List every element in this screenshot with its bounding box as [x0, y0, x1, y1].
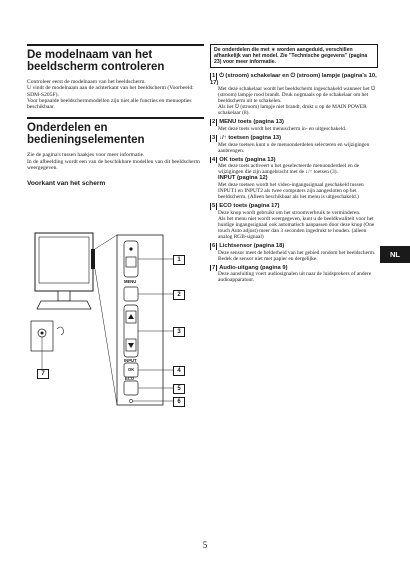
callout-3: 3: [173, 327, 185, 337]
eco-button-label: ECO: [125, 376, 135, 381]
item-arrows: [210, 135, 378, 154]
item-description: Met deze schakelaar wordt het beeldscherm ingeschakeld wanneer het ⏻ (stroom) lampje rood brandt. Druk nogmaals op de schakelaar om het beeldscherm uit te schakelen. Als het ⏻ (stroom) lampje niet brandt, drukt u op de MAIN POWER schakelaar (8).: [218, 86, 376, 117]
item-description: Met deze toetsen wordt het video-ingangssignaal geschakeld tussen INPUT1 en INPUT2 als twee computers zijn aangesloten op het beeldscherm. (Alleen beschikbaar als het menu is uitgeschakeld.): [218, 181, 364, 201]
menu-button-label: MENU: [124, 279, 137, 284]
item-number: 5: [212, 203, 216, 210]
section-title-model: De modelnaam van het beeldscherm controleren: [27, 49, 165, 73]
item-heading: ⏻ (stroom) schakelaar en ⏻ (stroom) lampje (pagina's 10, 17): [210, 73, 377, 86]
page-number: 5: [202, 540, 208, 550]
callout-6: 6: [173, 397, 185, 407]
item-heading: OK toets (pagina 13): [219, 156, 276, 163]
item-menu: [210, 119, 378, 132]
item-heading: MENU toets (pagina 13): [219, 119, 284, 126]
right-column: [210, 44, 378, 284]
input-button-label: INPUT: [124, 358, 137, 363]
ok-button-label: OK: [128, 367, 135, 372]
section-rule: [27, 117, 204, 119]
callout-7: 7: [37, 369, 49, 379]
monitor-front-figure: [27, 229, 207, 419]
item-heading: Lichtsensor (pagina 18): [219, 243, 285, 250]
item-subheading: INPUT (pagina 12): [218, 175, 268, 182]
item-number: 4: [212, 156, 216, 163]
item-power: [210, 73, 378, 116]
left-column: [27, 44, 204, 191]
item-description: Met deze toetsen kunt u de menuonderdelen selecteren en wijzigingen aanbrengen.: [218, 141, 370, 154]
item-description: Deze sensor meet de helderheid van het gebied rondom het beeldscherm. Bedek de sensor niet met papier en dergelijke.: [218, 249, 376, 262]
section-rule: [27, 44, 204, 46]
item-number: 7: [212, 264, 216, 271]
item-number: 3: [212, 135, 216, 142]
item-audio-out: [210, 265, 378, 284]
callout-5: 5: [173, 384, 185, 394]
item-number: 6: [212, 243, 216, 250]
item-description: Met deze toets activeert u het geselecteerde menuonderdeel en de wijzigingen die zijn aangebracht met de ↓/↑ toetsen (3).: [218, 163, 360, 176]
section-body-parts: Zie de pagina's tussen haakjes voor meer informatie. In de afbeelding wordt een van de beschikbare modellen van dit beeldscherm weergegeven.: [27, 152, 200, 172]
item-light-sensor: [210, 243, 378, 262]
language-tab: NL: [380, 246, 410, 263]
callout-4: 4: [173, 366, 185, 376]
callout-1: 1: [173, 255, 185, 265]
item-heading: ↓/↑ toetsen (pagina 13): [219, 135, 282, 142]
item-description: Met deze toets wordt het menuscherm in- en uitgeschakeld.: [218, 125, 347, 132]
section-body-model: Controleer eerst de modelnaam van het beeldscherm. U vindt de modelnaam aan de achterkant van het beeldscherm (Voorbeeld: SDM-S205F). Voor bepaalde beeldschermmodellen zijn niet alle functies en menuopties beschikbaar.: [27, 79, 194, 111]
item-number: 2: [212, 119, 216, 126]
item-description: Deze knop wordt gebruikt om het stroomverbruik te verminderen. Als het menu niet wordt weergegeven, kunt u de beeldkwaliteit voor het huidige ingangssignaal ook automatisch aanpassen door deze knop (One touch Auto adjust) meer dan 3 seconden ingedrukt te houden. (alleen analog RGB-signaal): [218, 209, 375, 241]
callout-2: 2: [173, 290, 185, 300]
model-note-box: De onderdelen die met ∗ worden aangeduid, verschillen afhankelijk van het model. Zie "Technische gegevens" (pagina 23) voor meer informatie.: [210, 44, 378, 68]
item-heading: Audio-uitgang (pagina 9): [219, 264, 288, 271]
item-heading: ECO toets (pagina 17): [219, 203, 280, 210]
subhead-front: Voorkant van het scherm: [27, 180, 106, 188]
section-title-parts: Onderdelen en bedieningselementen: [27, 122, 145, 147]
item-eco: [210, 203, 378, 240]
item-ok: [210, 157, 378, 200]
item-number: 1: [212, 73, 216, 79]
item-description: Deze aansluiting voert audiosignalen uit naar de luidsprekers of andere audioapparatuur.: [218, 271, 372, 284]
